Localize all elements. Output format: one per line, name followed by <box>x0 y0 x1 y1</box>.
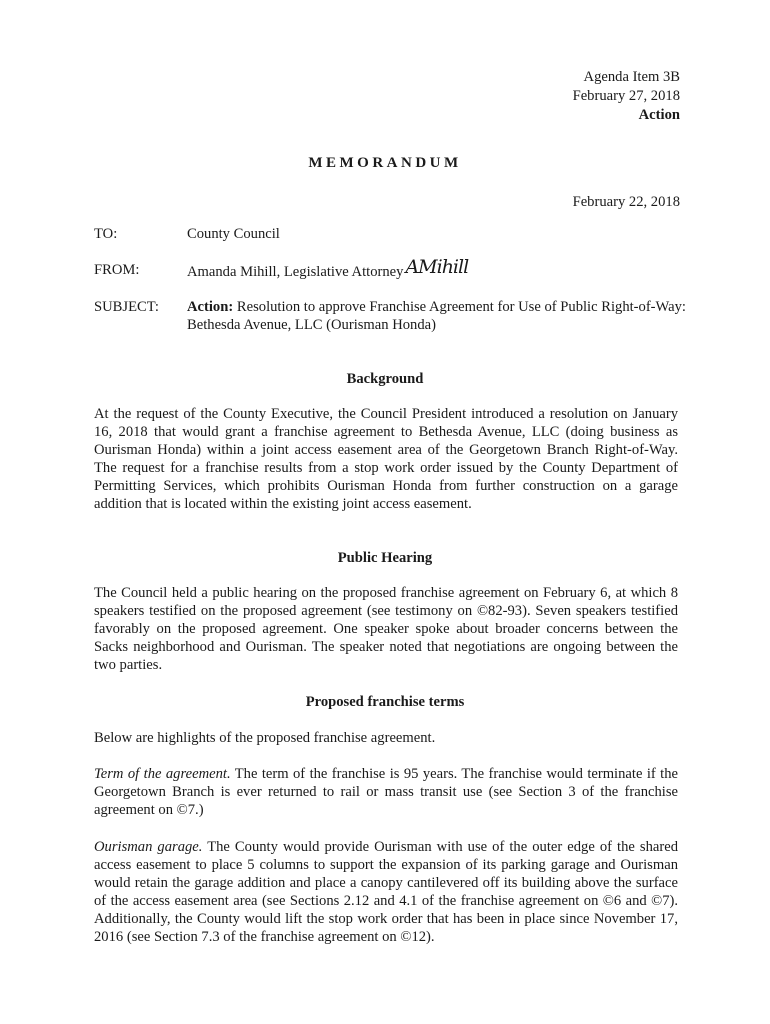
garage-text: The County would provide Ourisman with use of the outer edge of the shared access easement to place 5 columns to support the expansion of its parking garage and Ourisman would retain the garage addition and place a canopy cantilevered off its building above the surface of the access easement area (see Sections 2.12 and 4.1 of the franchise agreement on ©6 and ©7). Additionally, the County would lift the stop work order that has been in place since November 17, 2016 (see Section 7.3 of the franchise agreement on ©12). <box>94 839 678 945</box>
subject-action: Action: <box>187 299 234 315</box>
subject-value <box>187 298 687 334</box>
from-value-wrap <box>187 256 687 281</box>
background-paragraph: At the request of the County Executive, the Council President introduced a resolution on January 16, 2018 that would grant a franchise agreement to Bethesda Avenue, LLC (doing business as Ourisman Honda) within a joint access easement area of the Georgetown Branch Right-of-Way. The request for a franchise results from a stop work order issued by the County Department of Permitting Services, which prohibits Ourisman Honda from further construction on a garage addition that is located within the existing joint access easement. <box>94 406 678 512</box>
background-heading: Background <box>346 371 424 387</box>
garage-lead: Ourisman garage. <box>94 839 203 855</box>
memo-title: MEMORANDUM <box>308 155 462 171</box>
garage-paragraph <box>94 838 678 946</box>
public-hearing-heading: Public Hearing <box>337 550 433 566</box>
memo-date: February 22, 2018 <box>572 194 680 210</box>
franchise-terms-heading: Proposed franchise terms <box>305 694 465 710</box>
from-label: FROM: <box>94 262 140 278</box>
public-hearing-paragraph: The Council held a public hearing on the proposed franchise agreement on February 6, at which 8 speakers testified on the proposed agreement (see testimony on ©82-93). Seven speakers testified favorably on the proposed agreement. One speaker spoke about broader concerns between the Sacks neighborhood and Ourisman. The speaker noted that negotiations are ongoing between the two parties. <box>94 585 678 673</box>
agenda-status: Action <box>638 107 680 123</box>
subject-text: Resolution to approve Franchise Agreement for Use of Public Right-of-Way: Bethesda Avenue, LLC (Ourisman Honda) <box>187 299 686 333</box>
agenda-item: Agenda Item 3B <box>583 69 680 85</box>
subject-label: SUBJECT: <box>94 299 159 315</box>
from-value: Amanda Mihill, Legislative Attorney <box>187 264 404 280</box>
agenda-date: February 27, 2018 <box>572 88 680 104</box>
term-lead: Term of the agreement. <box>94 766 231 782</box>
to-label: TO: <box>94 226 118 242</box>
term-paragraph <box>94 765 678 819</box>
to-value: County Council <box>187 226 280 242</box>
term-text: The term of the franchise is 95 years. The franchise would terminate if the Georgetown Branch is ever returned to rail or mass transit use (see Section 3 of the franchise agreement on ©7.) <box>94 766 678 818</box>
franchise-terms-intro: Below are highlights of the proposed franchise agreement. <box>94 730 436 746</box>
signature: AMihill <box>405 256 469 278</box>
agenda-block <box>573 68 680 125</box>
